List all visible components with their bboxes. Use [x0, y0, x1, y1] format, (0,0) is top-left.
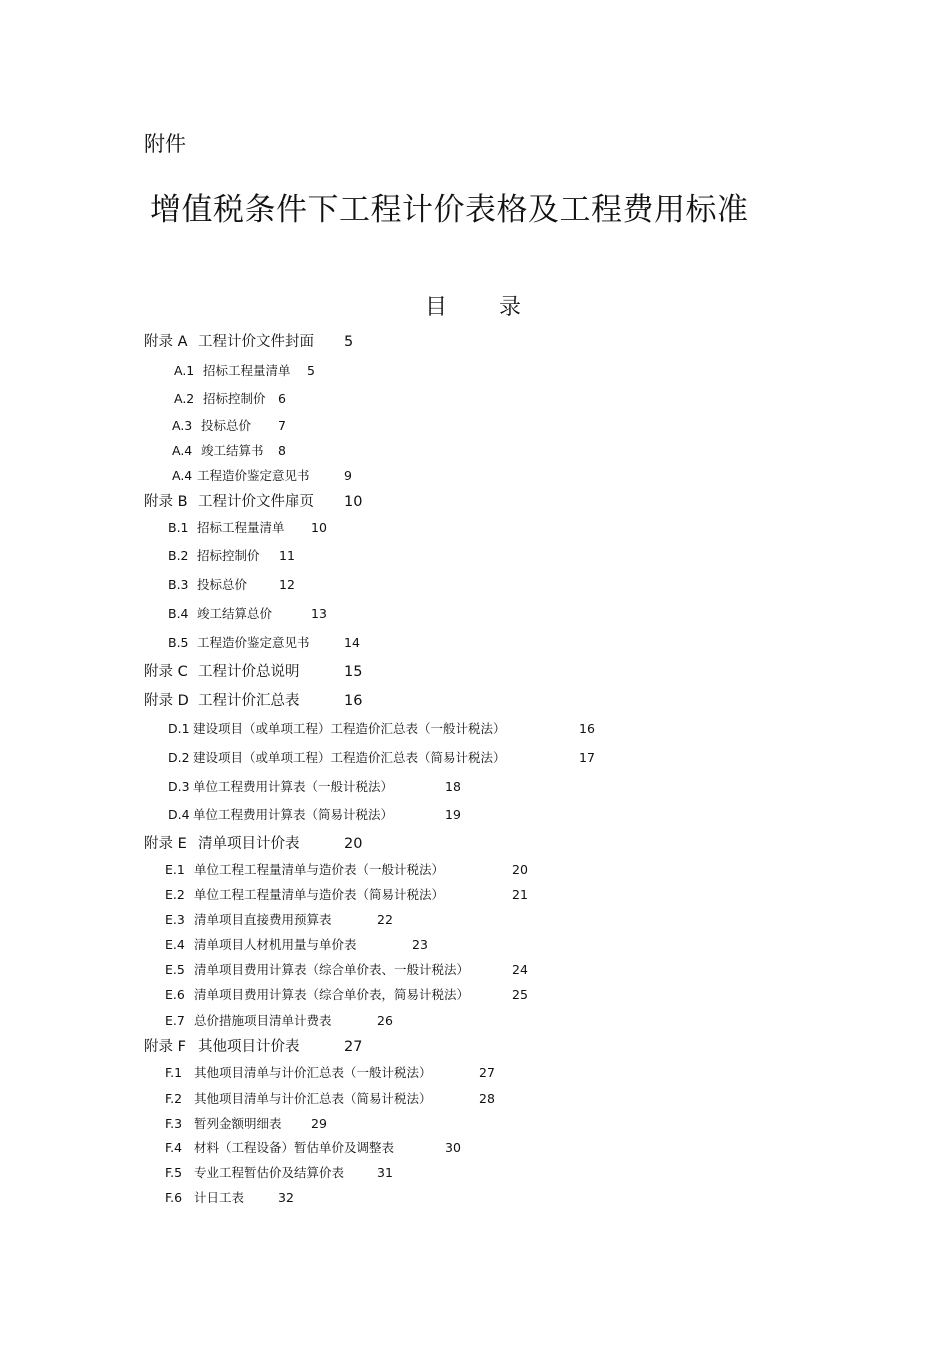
toc-appendix-entry — [0, 1038, 950, 1058]
toc-entry-code: B.3 — [168, 577, 189, 592]
toc-appendix-entry — [0, 493, 950, 513]
toc-entry-page: 13 — [311, 606, 327, 621]
toc-entry-code: A.2 — [174, 391, 195, 406]
toc-entry-code: A.1 — [174, 363, 195, 378]
toc-entry-page: 23 — [412, 937, 428, 952]
toc-entry-code: A.3 — [172, 418, 193, 433]
toc-entry-page: 32 — [278, 1190, 294, 1205]
toc-entry-label: 专业工程暂估价及结算价表 — [194, 1165, 345, 1180]
toc-entry — [0, 634, 950, 654]
toc-entry-page: 26 — [377, 1013, 393, 1028]
toc-entry-page: 5 — [307, 363, 315, 378]
toc-entry-label: 建设项目（或单项工程）工程造价汇总表（简易计税法） — [193, 750, 506, 765]
toc-entry-code: D.4 — [168, 807, 190, 822]
toc-entry-page: 14 — [344, 635, 360, 650]
toc-entry-code: E.7 — [165, 1013, 185, 1028]
toc-entry — [0, 467, 950, 487]
toc-entry — [0, 886, 950, 906]
toc-entry-code: E.3 — [165, 912, 185, 927]
toc-entry — [0, 936, 950, 956]
toc-entry-code: 附录 D — [144, 693, 189, 709]
attachment-label: 附件 — [144, 132, 186, 156]
toc-entry-code: D.2 — [168, 750, 190, 765]
toc-entry — [0, 547, 950, 567]
toc-entry-code: F.6 — [165, 1190, 183, 1205]
toc-entry-code: B.1 — [168, 520, 189, 535]
toc-entry — [0, 806, 950, 826]
toc-entry-page: 24 — [512, 962, 528, 977]
toc-entry-page: 5 — [344, 334, 354, 350]
toc-entry-label: 招标工程量清单 — [197, 520, 285, 535]
toc-entry-page: 20 — [344, 836, 363, 852]
toc-entry-page: 22 — [377, 912, 393, 927]
toc-entry-label: 工程计价文件封面 — [198, 334, 314, 350]
toc-entry-label: 材料（工程设备）暂估单价及调整表 — [194, 1140, 395, 1155]
toc-appendix-entry — [0, 835, 950, 855]
toc-entry-label: 清单项目直接费用预算表 — [194, 912, 332, 927]
toc-entry-code: A.4 — [172, 443, 193, 458]
toc-entry-page: 19 — [445, 807, 461, 822]
toc-entry-label: 其他项目计价表 — [198, 1039, 300, 1055]
toc-entry-page: 27 — [344, 1039, 363, 1055]
toc-entry-page: 11 — [279, 548, 295, 563]
toc-entry-page: 10 — [344, 494, 363, 510]
toc-entry-label: 清单项目计价表 — [198, 836, 300, 852]
toc-entry-label: 清单项目费用计算表（综合单价表、一般计税法） — [194, 962, 470, 977]
toc-entry-page: 20 — [512, 862, 528, 877]
toc-entry-label: 暂列金额明细表 — [194, 1116, 282, 1131]
toc-entry — [0, 1012, 950, 1032]
toc-entry-code: F.3 — [165, 1116, 183, 1131]
toc-entry — [0, 778, 950, 798]
toc-entry-label: 其他项目清单与计价汇总表（简易计税法） — [194, 1091, 432, 1106]
toc-entry-code: A.4 — [172, 468, 193, 483]
toc-entry — [0, 576, 950, 596]
toc-entry-label: 单位工程费用计算表（一般计税法） — [193, 779, 394, 794]
toc-entry-label: 建设项目（或单项工程）工程造价汇总表（一般计税法） — [193, 721, 506, 736]
toc-entry-label: 总价措施项目清单计费表 — [194, 1013, 332, 1028]
toc-entry-label: 单位工程工程量清单与造价表（一般计税法） — [194, 862, 445, 877]
toc-entry-page: 15 — [344, 664, 363, 680]
toc-entry — [0, 519, 950, 539]
toc-entry-page: 18 — [445, 779, 461, 794]
toc-entry-label: 招标控制价 — [197, 548, 260, 563]
toc-entry-page: 12 — [279, 577, 295, 592]
toc-entry-page: 17 — [579, 750, 595, 765]
toc-entry — [0, 442, 950, 462]
toc-entry-code: E.6 — [165, 987, 185, 1002]
toc-entry-code: E.5 — [165, 962, 185, 977]
toc-entry-page: 31 — [377, 1165, 393, 1180]
toc-entry-code: 附录 F — [144, 1039, 186, 1055]
toc-heading-left: 目 — [425, 295, 448, 320]
toc-entry-page: 29 — [311, 1116, 327, 1131]
toc-entry-page: 8 — [278, 443, 286, 458]
toc-entry — [0, 986, 950, 1006]
toc-entry-label: 工程造价鉴定意见书 — [197, 635, 310, 650]
toc-appendix-entry — [0, 333, 950, 353]
toc-entry-code: 附录 B — [144, 494, 188, 510]
toc-entry-label: 清单项目费用计算表（综合单价表，简易计税法） — [194, 987, 470, 1002]
toc-entry — [0, 1164, 950, 1184]
toc-entry-code: 附录 A — [144, 334, 188, 350]
toc-entry-page: 27 — [479, 1065, 495, 1080]
toc-entry — [0, 390, 950, 410]
toc-entry-label: 清单项目人材机用量与单价表 — [194, 937, 357, 952]
toc-entry — [0, 861, 950, 881]
toc-entry-label: 投标总价 — [197, 577, 248, 592]
toc-entry-page: 6 — [278, 391, 286, 406]
toc-entry-page: 10 — [311, 520, 327, 535]
toc-entry-label: 竣工结算书 — [201, 443, 264, 458]
toc-entry-code: E.4 — [165, 937, 185, 952]
toc-entry-label: 单位工程工程量清单与造价表（简易计税法） — [194, 887, 445, 902]
toc-entry-code: F.1 — [165, 1065, 183, 1080]
toc-entry-code: F.2 — [165, 1091, 183, 1106]
toc-entry-code: F.5 — [165, 1165, 183, 1180]
toc-entry-label: 工程计价文件扉页 — [198, 494, 314, 510]
toc-entry — [0, 720, 950, 740]
toc-entry-label: 其他项目清单与计价汇总表（一般计税法） — [194, 1065, 432, 1080]
toc-entry — [0, 1139, 950, 1159]
toc-entry-label: 工程造价鉴定意见书 — [197, 468, 310, 483]
toc-entry-page: 28 — [479, 1091, 495, 1106]
toc-entry-label: 工程计价汇总表 — [198, 693, 300, 709]
toc-entry — [0, 961, 950, 981]
toc-entry — [0, 911, 950, 931]
toc-entry — [0, 417, 950, 437]
toc-entry — [0, 749, 950, 769]
toc-entry-label: 投标总价 — [201, 418, 252, 433]
toc-entry — [0, 1189, 950, 1209]
toc-entry-label: 竣工结算总价 — [197, 606, 273, 621]
toc-entry-label: 招标工程量清单 — [203, 363, 291, 378]
toc-entry-code: D.3 — [168, 779, 190, 794]
toc-entry — [0, 1115, 950, 1135]
toc-entry-label: 计日工表 — [194, 1190, 245, 1205]
toc-entry-label: 工程计价总说明 — [198, 664, 300, 680]
toc-entry-code: E.2 — [165, 887, 185, 902]
toc-entry-label: 单位工程费用计算表（简易计税法） — [193, 807, 394, 822]
toc-entry-code: 附录 E — [144, 836, 187, 852]
toc-entry-code: B.5 — [168, 635, 189, 650]
toc-entry-code: D.1 — [168, 721, 190, 736]
toc-heading-right: 录 — [499, 295, 522, 320]
toc-entry-page: 7 — [278, 418, 286, 433]
toc-entry-code: E.1 — [165, 862, 185, 877]
toc-entry-page: 30 — [445, 1140, 461, 1155]
toc-entry-page: 21 — [512, 887, 528, 902]
toc-entry — [0, 1090, 950, 1110]
toc-entry-code: F.4 — [165, 1140, 183, 1155]
toc-entry-code: 附录 C — [144, 664, 188, 680]
document-title: 增值税条件下工程计价表格及工程费用标准 — [150, 192, 749, 228]
toc-appendix-entry — [0, 692, 950, 712]
toc-entry-page: 9 — [344, 468, 352, 483]
toc-entry-label: 招标控制价 — [203, 391, 266, 406]
toc-entry-page: 25 — [512, 987, 528, 1002]
toc-entry-code: B.2 — [168, 548, 189, 563]
toc-appendix-entry — [0, 663, 950, 683]
toc-entry — [0, 1064, 950, 1084]
toc-entry-code: B.4 — [168, 606, 189, 621]
toc-entry-page: 16 — [344, 693, 363, 709]
toc-entry-page: 16 — [579, 721, 595, 736]
toc-entry — [0, 362, 950, 382]
toc-entry — [0, 605, 950, 625]
